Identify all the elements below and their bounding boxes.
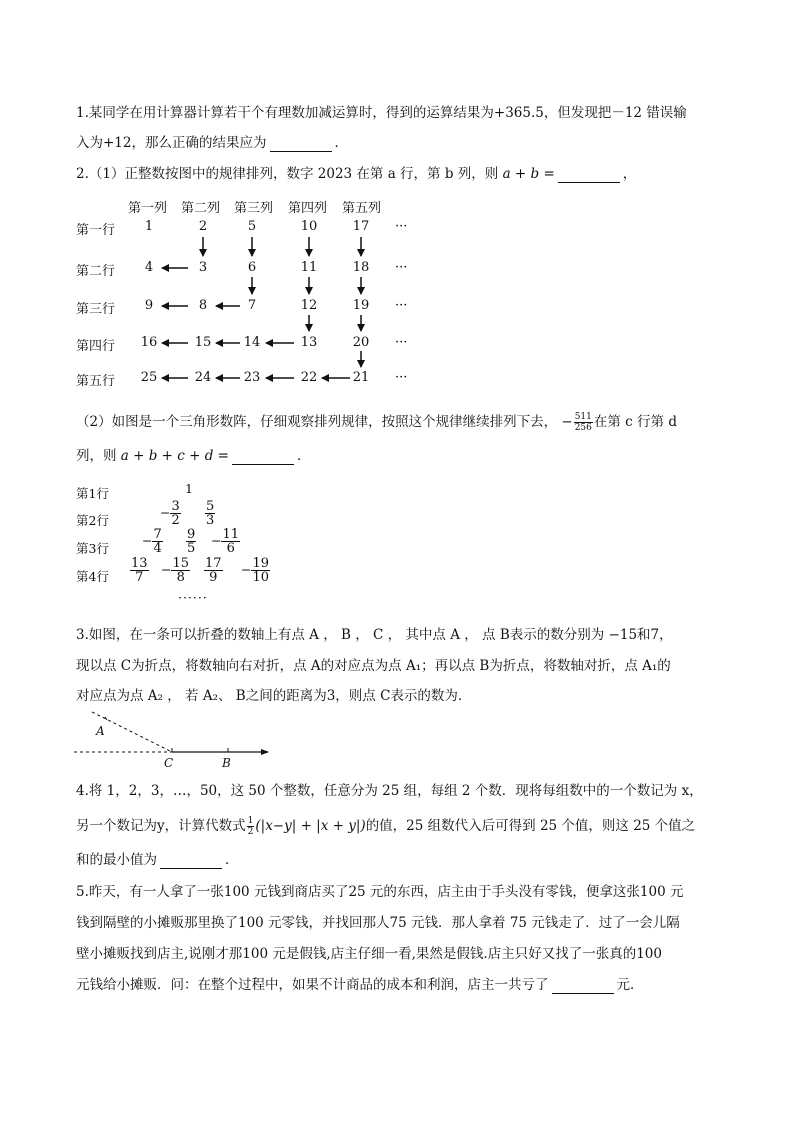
- q5-line4: [76, 976, 644, 994]
- grid-cell-r4c1: 16: [140, 335, 158, 350]
- q5-line4-end: 元．: [616, 977, 644, 993]
- tri-r3-item-2: [186, 528, 196, 555]
- grid-cell-r5c5: 21: [352, 370, 370, 385]
- tri-r3-item-3: [211, 528, 240, 555]
- q4-expression: (|x−y| + |x + y|): [255, 818, 366, 834]
- q3-line2: 现以点 C为折点，将数轴向右对折，点 A的对应点为点 A₁；再以点 B为折点，将数轴对折，点 A₁的: [76, 658, 671, 674]
- tri-num: 7: [153, 527, 162, 542]
- grid-cell-r4c4: 13: [300, 335, 318, 350]
- grid-cell-r1c5: 17: [352, 219, 370, 234]
- q2-frac-den: 256: [574, 423, 592, 433]
- tri-num: 19: [252, 556, 270, 571]
- col-header-2: 第二列: [181, 201, 221, 216]
- half-den: 2: [247, 827, 254, 837]
- grid-ellipsis-r2: ···: [395, 260, 408, 275]
- grid-cell-r4c3: 14: [243, 335, 261, 350]
- answer-blank-q4[interactable]: [160, 868, 222, 869]
- tri-r1-value: 1: [185, 481, 193, 496]
- tri-den: 5: [187, 541, 196, 556]
- grid-cell-r1c1: 1: [144, 219, 154, 234]
- row-label-4: 第四行: [76, 339, 116, 354]
- grid-cell-r2c5: 18: [352, 260, 370, 275]
- tri-den: 4: [153, 541, 162, 556]
- tri-sign: −: [142, 533, 153, 548]
- tri-sign: −: [160, 505, 171, 520]
- row-label-3: 第三行: [76, 302, 116, 317]
- q2-part2-text: （2）如图是一个三角形数阵，仔细观察排列规律，按照这个规律继续排列下去，: [76, 414, 558, 430]
- q4-line3-end: ．: [225, 852, 239, 868]
- tri-r2-item-1: [160, 500, 181, 527]
- tri-sign: −: [211, 533, 222, 548]
- row-label-1: 第一行: [76, 223, 116, 238]
- q4-line1: 4.将 1，2，3，…，50，这 50 个整数，任意分为 25 组，每组 2 个数．现将每组数中的一个数记为 x，: [76, 783, 703, 799]
- q2-frac-num: 511: [574, 412, 592, 422]
- tri-num: 3: [171, 499, 180, 514]
- half-num: 1: [247, 816, 254, 826]
- grid-ellipsis-r1: ···: [395, 219, 408, 234]
- tri-num: 9: [187, 527, 196, 542]
- q2-line1-math: a + b =: [502, 166, 555, 182]
- tri-r4-item-1: [130, 557, 149, 584]
- tri-num: 11: [222, 527, 240, 542]
- row-label-5: 第五行: [76, 374, 116, 389]
- grid-ellipsis-r3: ···: [395, 298, 408, 313]
- col-header-4: 第四列: [288, 201, 328, 216]
- tri-den: 6: [226, 541, 235, 556]
- grid-cell-r2c4: 11: [300, 260, 318, 275]
- grid-cell-r3c3: 7: [247, 298, 257, 313]
- q2-line1-end: ，: [622, 166, 637, 182]
- tri-num: 15: [172, 556, 190, 571]
- q4-line2: [76, 816, 695, 837]
- q2-part2-math: a + b + c + d =: [120, 448, 229, 464]
- grid-cell-r2c1: 4: [144, 260, 154, 275]
- q2-part2-mid: 在第 c 行第 d: [593, 414, 677, 430]
- q1-line2-end: ．: [334, 135, 348, 151]
- grid-cell-r5c1: 25: [140, 370, 158, 385]
- tri-den: 8: [176, 570, 185, 585]
- tri-den: 10: [252, 570, 270, 585]
- grid-arrows: [0, 0, 794, 400]
- tri-r2-item-2: [205, 500, 215, 527]
- folding-number-line-figure: [70, 708, 290, 772]
- q2-part2-end: ．: [296, 448, 311, 464]
- tri-row-label-3: 第3行: [76, 541, 109, 556]
- q2-frac-sign: −: [561, 414, 573, 430]
- q2-target-fraction: [574, 412, 593, 433]
- q4-line3: [76, 851, 239, 869]
- tri-row-label-1: 第1行: [76, 486, 109, 501]
- tri-den: 7: [135, 570, 144, 585]
- q2-part2-line1: [76, 412, 677, 433]
- tri-num: 17: [205, 556, 222, 571]
- tri-num: 13: [131, 556, 148, 571]
- grid-cell-r4c2: 15: [194, 335, 212, 350]
- grid-cell-r1c3: 5: [247, 219, 257, 234]
- tri-r4-item-2: [161, 557, 190, 584]
- tri-r3-item-1: [142, 528, 163, 555]
- grid-cell-r2c3: 6: [247, 260, 257, 275]
- tri-den: 3: [206, 513, 215, 528]
- grid-cell-r3c4: 12: [300, 298, 318, 313]
- grid-cell-r5c3: 23: [243, 370, 261, 385]
- grid-cell-r5c4: 22: [300, 370, 318, 385]
- q4-line2-end: 的值，25 组数代入后可得到 25 个值，则这 25 个值之: [365, 818, 696, 834]
- q3-line1: 3.如图，在一条可以折叠的数轴上有点 A ， B ， C ， 其中点 A ， 点 B表示的数分别为 −15和7，: [76, 627, 673, 643]
- q4-line3-text: 和的最小值为: [76, 852, 157, 868]
- tri-row-label-2: 第2行: [76, 513, 109, 528]
- q5-line1: 5.昨天，有一人拿了一张100 元钱到商店买了25 元的东西，店主由于手头没有零钱，便拿这张100 元: [76, 884, 684, 900]
- q1-line2-text: 入为+12，那么正确的结果应为: [76, 135, 267, 151]
- tri-den: 2: [171, 513, 180, 528]
- grid-cell-r5c2: 24: [194, 370, 212, 385]
- q1-line1: 1.某同学在用计算器计算若干个有理数加减运算时，得到的运算结果为+365.5，但发现把－12 错误输: [76, 105, 687, 121]
- tri-den: 9: [209, 570, 218, 585]
- grid-cell-r1c4: 10: [300, 219, 318, 234]
- answer-blank-q2-2[interactable]: [232, 464, 294, 465]
- q3-line3: 对应点为点 A₂ ， 若 A₂、 B之间的距离为3，则点 C表示的数为．: [76, 688, 472, 704]
- col-header-5: 第五列: [342, 201, 382, 216]
- tri-row-label-4: 第4行: [76, 569, 109, 584]
- q5-line2: 钱到隔壁的小摊贩那里换了100 元零钱，并找回那人75 元钱．那人拿着 75 元钱走了．过了一会儿隔: [76, 915, 680, 931]
- q2-part2-line2-text: 列，则: [76, 448, 117, 464]
- grid-cell-r1c2: 2: [198, 219, 208, 234]
- point-C-label: C: [164, 756, 174, 770]
- tri-num: 5: [206, 499, 215, 514]
- q4-line2-text: 另一个数记为y，计算代数式: [76, 818, 246, 834]
- grid-ellipsis-r4: ···: [395, 335, 408, 350]
- tri-r4-item-3: [204, 557, 223, 584]
- one-half-fraction: [247, 816, 255, 837]
- row-label-2: 第二行: [76, 264, 116, 279]
- grid-cell-r2c2: 3: [198, 260, 208, 275]
- grid-cell-r4c5: 20: [352, 335, 370, 350]
- point-B-label: B: [222, 756, 231, 770]
- grid-cell-r3c5: 19: [352, 298, 370, 313]
- answer-blank-q5[interactable]: [552, 993, 614, 994]
- grid-ellipsis-r5: ···: [395, 370, 408, 385]
- col-header-3: 第三列: [234, 201, 274, 216]
- grid-cell-r3c2: 8: [198, 298, 208, 313]
- tri-r4-item-4: [241, 557, 270, 584]
- col-header-1: 第一列: [128, 201, 168, 216]
- tri-sign: −: [241, 562, 252, 577]
- q2-line1-text: 2.（1）正整数按图中的规律排列，数字 2023 在第 a 行，第 b 列，则: [76, 166, 499, 182]
- tri-sign: −: [161, 562, 172, 577]
- q5-line3: 壁小摊贩找到店主,说刚才那100 元是假钱,店主仔细一看,果然是假钱.店主只好又找了一张真的100: [76, 946, 662, 962]
- q5-line4-text: 元钱给小摊贩．问：在整个过程中，如果不计商品的成本和利润，店主一共亏了: [76, 977, 549, 993]
- grid-cell-r3c1: 9: [144, 298, 154, 313]
- point-A-label: A: [96, 724, 105, 738]
- tri-continuation-dots: ······: [178, 590, 208, 605]
- q2-part2-line2: [76, 447, 310, 465]
